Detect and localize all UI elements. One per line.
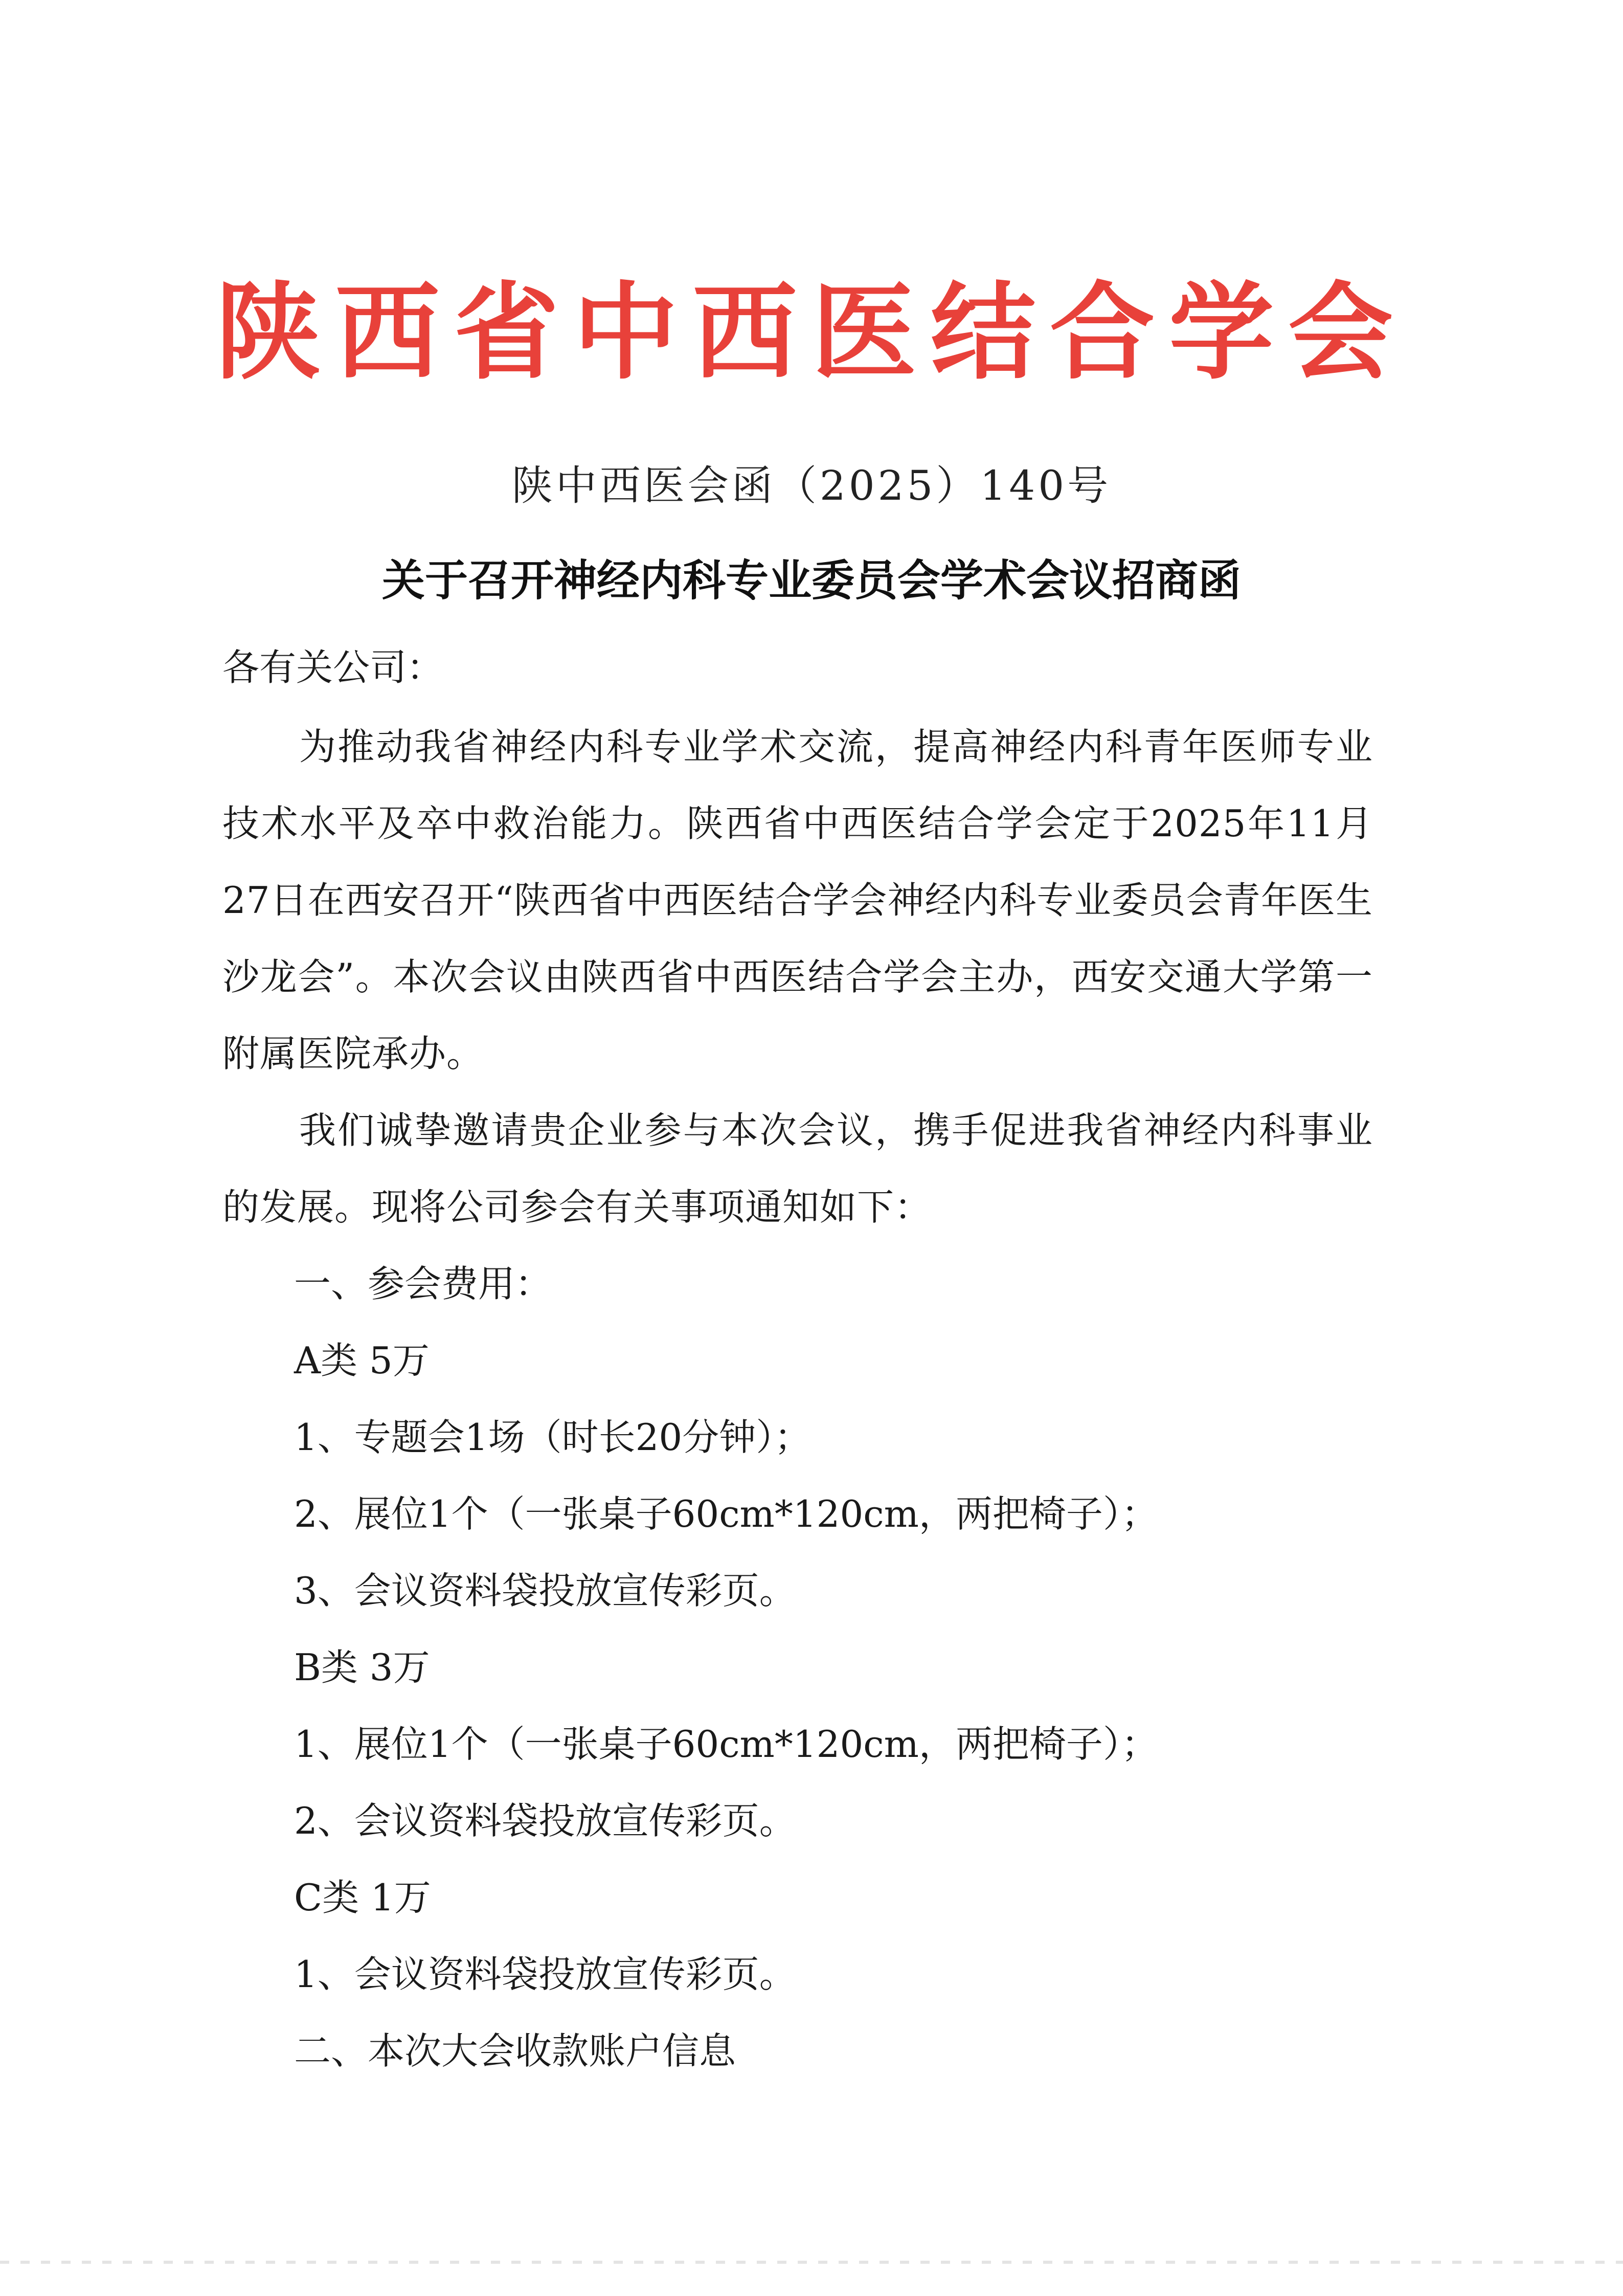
- tier-c-item: 1、会议资料袋投放宣传彩页。: [294, 1953, 796, 1996]
- organization-letterhead: 陕西省中西医结合学会: [216, 271, 1407, 394]
- tier-b-label: B类 3万: [294, 1646, 430, 1689]
- fee-section: [294, 1245, 1368, 2089]
- document-number: 陕中西医会函（2025）140号: [511, 462, 1112, 509]
- document-title: 关于召开神经内科专业委员会学术会议招商函: [381, 555, 1241, 606]
- tier-b-item: 1、展位1个（一张桌子60cm*120cm，两把椅子）；: [294, 1723, 1158, 1766]
- account-info-heading: 二、本次大会收款账户信息: [294, 2030, 736, 2072]
- tier-a-item: 2、展位1个（一张桌子60cm*120cm，两把椅子）；: [294, 1492, 1158, 1535]
- scan-artifact-line: [0, 2261, 1623, 2264]
- intro-paragraph: 为推动我省神经内科专业学术交流，提高神经内科青年医师专业技术水平及卒中救治能力。陕西省中西医结合学会定于2025年11月27日在西安召开“陕西省中西医结合学会神经内科专业委员会青年医生沙龙会”。本次会议由陕西省中西医结合学会主办，西安交通大学第一附属医院承办。: [222, 725, 1373, 1075]
- tier-a-item: 1、专题会1场（时长20分钟）；: [294, 1416, 812, 1459]
- tier-b-item: 2、会议资料袋投放宣传彩页。: [294, 1799, 796, 1842]
- tier-c-label: C类 1万: [294, 1876, 431, 1919]
- fees-heading: 一、参会费用：: [294, 1262, 552, 1305]
- tier-a-label: A类 5万: [294, 1339, 430, 1382]
- salutation: 各有关公司：: [222, 646, 444, 689]
- tier-a-item: 3、会议资料袋投放宣传彩页。: [294, 1569, 796, 1612]
- invitation-paragraph: 我们诚挚邀请贵企业参与本次会议，携手促进我省神经内科事业的发展。现将公司参会有关事项通知如下：: [222, 1109, 1373, 1229]
